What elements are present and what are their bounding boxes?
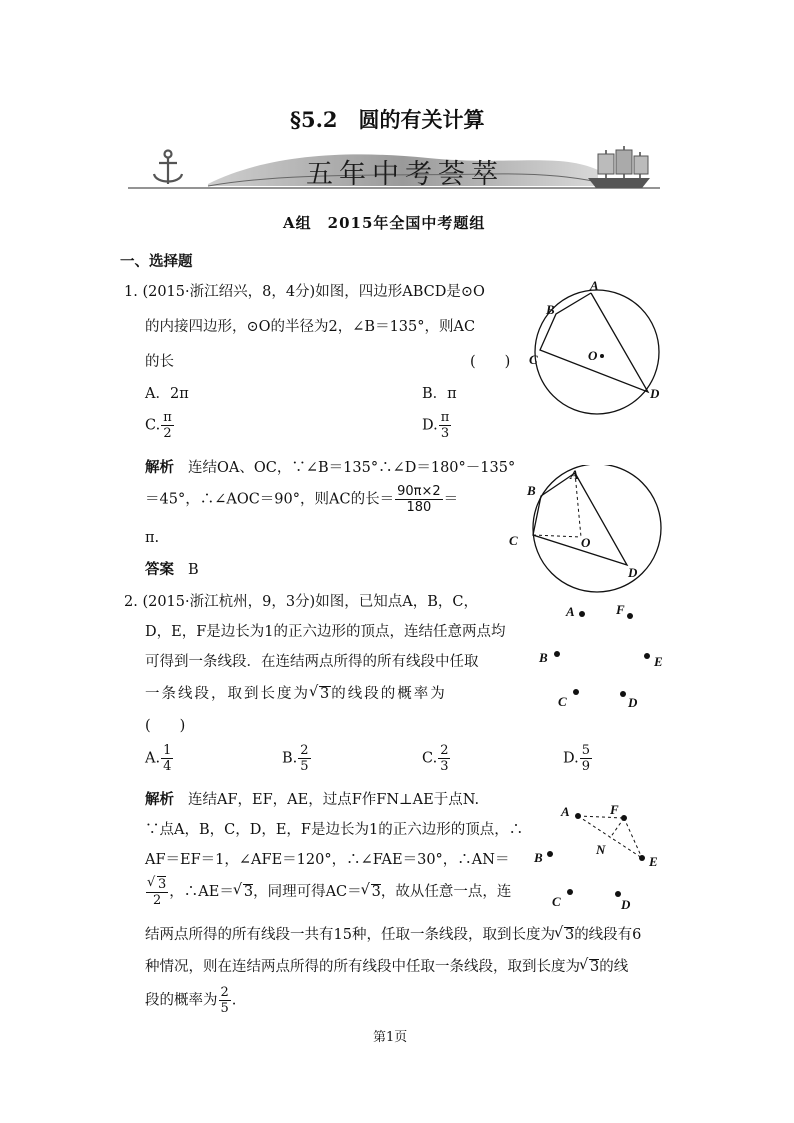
q1-option-d: D. $\frac{\pi}{3}$ xyxy=(422,410,450,441)
anchor-icon xyxy=(154,151,182,185)
point-f xyxy=(627,613,633,619)
label-o: O xyxy=(588,348,598,363)
circle-o xyxy=(533,465,661,592)
q2-solution-line4: √ $\frac{3}{2}$ ，∴AE＝√ 3，同理可得AC＝√ 3，故从任意一点，连 xyxy=(145,876,511,908)
center-dot xyxy=(600,354,604,358)
label-b: B xyxy=(539,650,548,665)
segment-fn xyxy=(610,818,624,838)
label-e: E xyxy=(649,854,658,869)
label-c: C xyxy=(552,894,561,909)
q1-option-a: A．2π xyxy=(145,386,189,402)
segment-fe xyxy=(624,818,642,858)
label-o: O xyxy=(581,535,591,550)
label-c: C xyxy=(509,533,518,548)
q1-figure-2 xyxy=(505,465,665,595)
section-heading: 一、选择题 xyxy=(120,253,193,270)
label-a: A xyxy=(561,804,570,819)
q1-line2: 的内接四边形，⊙O的半径为2，∠B＝135°，则AC xyxy=(145,319,476,335)
q2-option-d: D. $\frac{5}{9}$ xyxy=(563,743,590,774)
q2-paren: ( ) xyxy=(145,718,186,734)
point-a xyxy=(579,611,585,617)
q2-option-a: A. $\frac{1}{4}$ xyxy=(145,743,172,774)
q2-solution-line5: 结两点所得的所有线段一共有15种，任取一条线段，取到长度为√ 3的线段有6 xyxy=(145,925,641,945)
q2-solution-label: 解析 xyxy=(145,791,174,808)
q1-line1: 1. (2015·浙江绍兴，8，4分)如图，四边形ABCD是⊙O xyxy=(124,284,485,300)
label-c: C xyxy=(529,352,538,367)
group-title: A组 2015年全国中考题组 xyxy=(283,214,486,232)
point-b xyxy=(547,851,553,857)
page-title: §5.2 圆的有关计算 xyxy=(290,107,485,132)
label-a: A xyxy=(590,280,599,293)
point-e xyxy=(639,855,645,861)
q1-solution-line2: ＝45°，∴∠AOC＝90°，则AC的长＝ $\frac{90\pi\times 2}{180}$ ＝ xyxy=(145,484,459,515)
point-a xyxy=(575,813,581,819)
q1-figure-1 xyxy=(520,280,670,415)
label-e: E xyxy=(654,654,663,669)
quadrilateral-abcd xyxy=(533,473,627,565)
q1-option-b: B．π xyxy=(422,386,457,402)
point-c xyxy=(567,889,573,895)
label-d: D xyxy=(628,565,638,580)
label-d: D xyxy=(650,386,660,401)
q2-figure-1 xyxy=(530,598,680,713)
q1-option-c: C. $\frac{\pi}{2}$ xyxy=(145,410,172,441)
quadrilateral-abcd xyxy=(540,293,648,392)
q2-option-c: C. $\frac{2}{3}$ xyxy=(422,743,449,774)
label-n: N xyxy=(596,842,606,857)
label-c: C xyxy=(558,694,567,709)
label-a: A xyxy=(570,467,579,482)
point-b xyxy=(554,651,560,657)
q2-solution-line2: ∵点A，B，C，D，E，F是边长为1的正六边形的顶点，∴ xyxy=(145,822,524,838)
point-c xyxy=(573,689,579,695)
sailing-ship-icon xyxy=(588,146,650,188)
q1-solution-label: 解析 xyxy=(145,459,174,476)
point-d xyxy=(620,691,626,697)
q1-paren: ( ) xyxy=(470,354,511,370)
q2-solution-line7: 段的概率为 $\frac{2}{5}$ . xyxy=(145,985,237,1016)
label-b: B xyxy=(534,850,543,865)
q2-line1: 2. (2015·浙江杭州，9，3分)如图，已知点A，B，C， xyxy=(124,594,478,610)
label-d: D xyxy=(628,695,638,710)
q2-solution-line1: 连结AF，EF，AE，过点F作FN⊥AE于点N. xyxy=(188,792,480,808)
page-number: 第1页 xyxy=(373,1030,408,1045)
q1-solution-line1: 连结OA、OC，∵∠B＝135°∴∠D＝180°－135° xyxy=(188,460,516,476)
q1-line3: 的长 xyxy=(145,354,174,370)
q1-answer: B xyxy=(188,562,199,578)
label-f: F xyxy=(610,802,619,817)
banner xyxy=(128,146,660,194)
q2-option-b: B. $\frac{2}{5}$ xyxy=(282,743,309,774)
q1-solution-line3: π. xyxy=(145,530,160,546)
q2-line2: D，E，F是边长为1的正六边形的顶点，连结任意两点均 xyxy=(145,624,506,640)
label-d: D xyxy=(621,897,631,912)
q2-solution-line3: AF＝EF＝1，∠AFE＝120°，∴∠FAE＝30°，∴AN＝ xyxy=(145,852,510,868)
q2-line3: 可得到一条线段．在连结两点所得的所有线段中任取 xyxy=(145,654,479,670)
q2-figure-2 xyxy=(530,798,680,913)
label-f: F xyxy=(616,602,625,617)
q1-answer-label: 答案 xyxy=(145,561,174,578)
label-b: B xyxy=(527,483,536,498)
label-a: A xyxy=(566,604,575,619)
label-b: B xyxy=(546,302,555,317)
banner-title: 五年中考荟萃 xyxy=(306,159,504,190)
q2-line4: 一条线段，取到长度为√ 3的线段的概率为 xyxy=(145,684,447,704)
point-f xyxy=(621,815,627,821)
point-e xyxy=(644,653,650,659)
q2-solution-line6: 种情况，则在连结两点所得的所有线段中任取一条线段，取到长度为√ 3的线 xyxy=(145,957,628,977)
